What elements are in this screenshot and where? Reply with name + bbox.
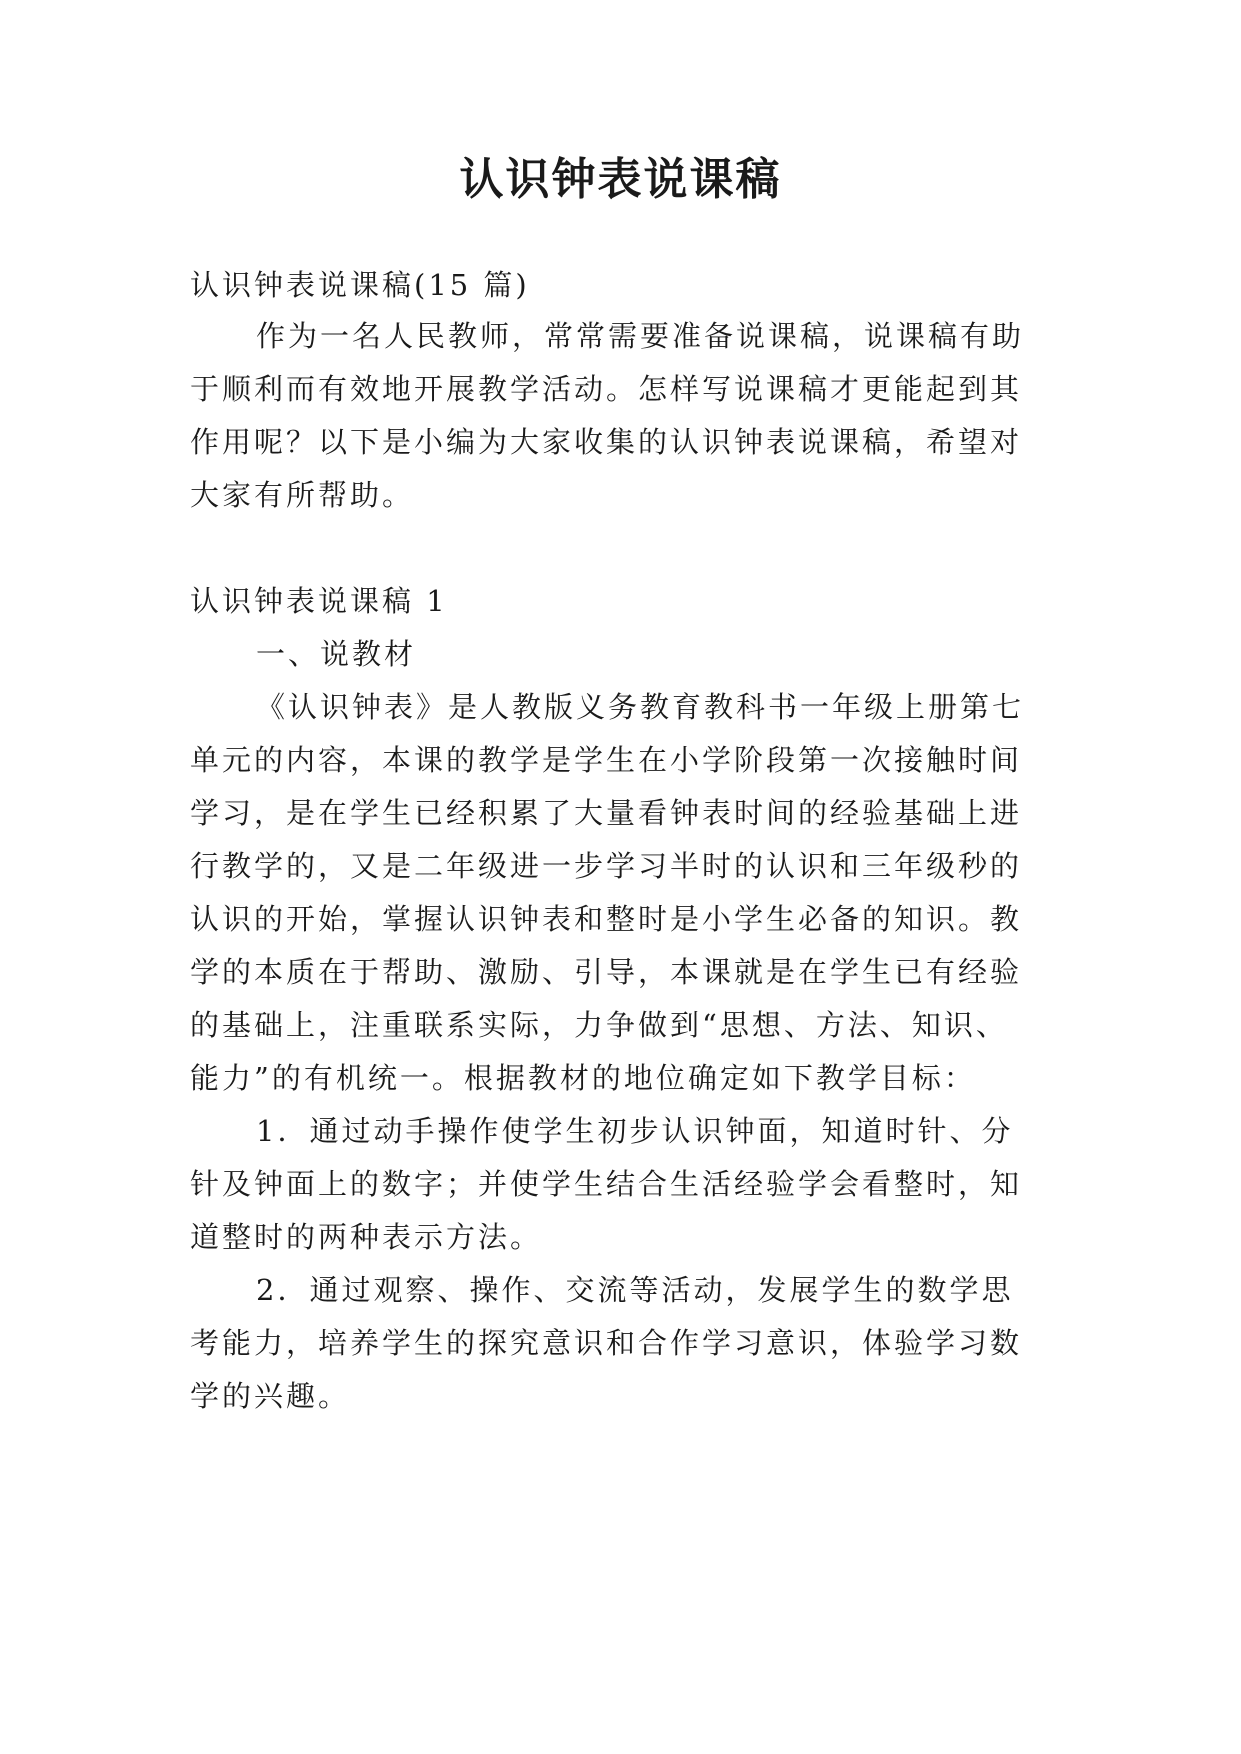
subtitle-line: 认识钟表说课稿(15 篇) (190, 268, 530, 302)
paragraph-line: 学的兴趣。 (190, 1379, 351, 1413)
paragraph-line: 学习，是在学生已经积累了大量看钟表时间的经验基础上进 (190, 796, 1023, 830)
paragraph-line: 学的本质在于帮助、激励、引导，本课就是在学生已有经验 (190, 955, 1023, 989)
document-title: 认识钟表说课稿 (459, 154, 782, 205)
paragraph-line: 作为一名人民教师，常常需要准备说课稿，说课稿有助 (256, 319, 1025, 353)
section-heading: 认识钟表说课稿 1 (190, 584, 448, 618)
paragraph-line: 认识的开始，掌握认识钟表和整时是小学生必备的知识。教 (190, 902, 1023, 936)
paragraph-line: 的基础上，注重联系实际，力争做到“思想、方法、知识、 (190, 1008, 1008, 1042)
paragraph-line: 2．通过观察、操作、交流等活动，发展学生的数学思 (256, 1273, 1014, 1307)
paragraph-line: 于顺利而有效地开展教学活动。怎样写说课稿才更能起到其 (190, 372, 1023, 406)
paragraph-line: 《认识钟表》是人教版义务教育教科书一年级上册第七 (256, 690, 1025, 724)
paragraph-line: 单元的内容，本课的教学是学生在小学阶段第一次接触时间 (190, 743, 1023, 777)
paragraph-line: 道整时的两种表示方法。 (190, 1220, 543, 1254)
paragraph-line: 大家有所帮助。 (190, 478, 415, 512)
paragraph-line: 1．通过动手操作使学生初步认识钟面，知道时针、分 (256, 1114, 1014, 1148)
paragraph-line: 能力”的有机统一。根据教材的地位确定如下教学目标： (190, 1061, 976, 1095)
paragraph-line: 针及钟面上的数字；并使学生结合生活经验学会看整时，知 (190, 1167, 1023, 1201)
paragraph-line: 考能力，培养学生的探究意识和合作学习意识，体验学习数 (190, 1326, 1023, 1360)
paragraph-line: 作用呢？以下是小编为大家收集的认识钟表说课稿，希望对 (190, 425, 1023, 459)
subsection-heading: 一、说教材 (256, 637, 417, 671)
paragraph-line: 行教学的，又是二年级进一步学习半时的认识和三年级秒的 (190, 849, 1023, 883)
